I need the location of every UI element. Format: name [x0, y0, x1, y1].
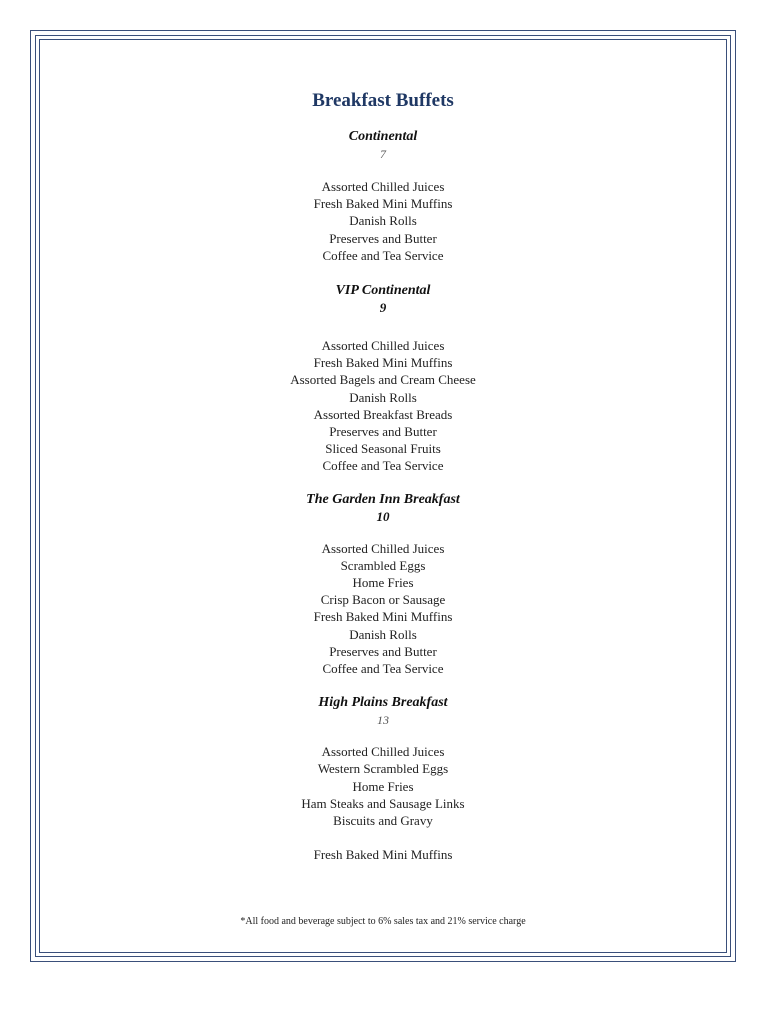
section-name: VIP Continental [335, 283, 431, 299]
list-item: Fresh Baked Mini Muffins [313, 355, 453, 371]
list-item: Coffee and Tea Service [322, 661, 444, 677]
menu-section-vip-continental [40, 282, 726, 475]
list-item: Western Scrambled Eggs [317, 761, 449, 777]
list-item: Scrambled Eggs [340, 557, 426, 573]
list-item: Assorted Breakfast Breads [313, 406, 453, 422]
section-price: 7 [380, 147, 386, 161]
list-item: Assorted Chilled Juices [321, 744, 445, 760]
list-item: Fresh Baked Mini Muffins [313, 847, 453, 863]
list-item: Danish Rolls [349, 626, 417, 642]
menu-section-garden-inn-breakfast [40, 491, 726, 678]
list-item: Sliced Seasonal Fruits [325, 441, 441, 457]
list-item: Home Fries [352, 778, 414, 794]
list-item: Assorted Chilled Juices [321, 179, 445, 194]
page-title: Breakfast Buffets [312, 90, 454, 111]
list-item: Danish Rolls [349, 389, 417, 405]
section-items [40, 178, 726, 264]
section-items [40, 540, 726, 678]
menu-section-continental [40, 128, 726, 264]
section-name: The Garden Inn Breakfast [306, 491, 460, 507]
list-item: Coffee and Tea Service [322, 458, 444, 474]
section-name: High Plains Breakfast [318, 695, 448, 711]
list-item: Biscuits and Gravy [333, 813, 433, 829]
list-item: Preserves and Butter [329, 230, 437, 246]
list-item: Preserves and Butter [329, 643, 437, 659]
section-price: 10 [376, 508, 390, 524]
section-items [40, 337, 726, 475]
list-item: Preserves and Butter [329, 424, 437, 440]
list-item: Coffee and Tea Service [322, 247, 444, 263]
section-price: 13 [377, 713, 389, 728]
section-items [40, 743, 726, 863]
list-item: Fresh Baked Mini Muffins [313, 196, 453, 212]
list-item-spacer [40, 829, 726, 846]
footnote: *All food and beverage subject to 6% sales tax and 21% service charge [240, 916, 526, 927]
menu-section-high-plains-breakfast [40, 694, 726, 863]
section-name: Continental [348, 129, 418, 144]
section-price: 9 [379, 300, 387, 316]
list-item: Danish Rolls [349, 213, 417, 229]
menu-content [40, 88, 726, 864]
list-item: Fresh Baked Mini Muffins [313, 609, 453, 625]
list-item: Home Fries [352, 575, 414, 591]
list-item: Assorted Chilled Juices [321, 540, 445, 556]
list-item: Assorted Chilled Juices [321, 338, 445, 354]
list-item: Ham Steaks and Sausage Links [301, 795, 465, 811]
list-item: Assorted Bagels and Cream Cheese [290, 372, 476, 388]
list-item: Crisp Bacon or Sausage [320, 592, 446, 608]
